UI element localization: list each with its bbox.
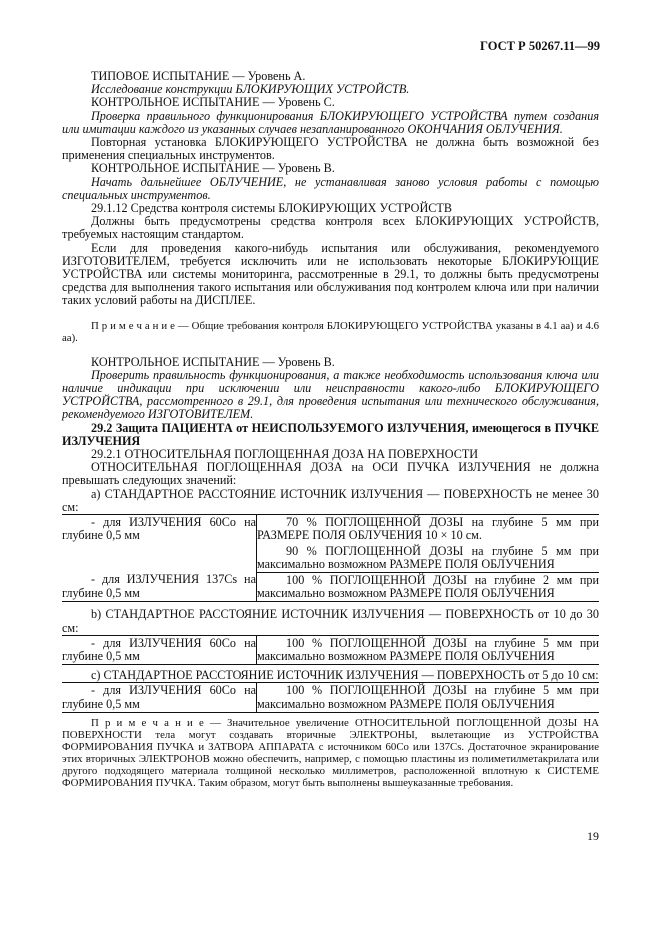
test-c-desc: Проверка правильного функционирования БЛОКИРУЮЩЕГО УСТРОЙСТВА путем создания или имитации каждого из указанных случаев незапланированного ОКОНЧАНИЯ ОБЛУЧЕНИЯ. <box>62 108 599 136</box>
table-a-row2-left: - для ИЗЛУЧЕНИЯ 137Cs на глубине 0,5 мм <box>62 572 257 601</box>
table-a-row2-right: 100 % ПОГЛОЩЕННОЙ ДОЗЫ на глубине 2 мм при максимально возможном РАЗМЕРЕ ПОЛЯ ОБЛУЧЕНИЯ <box>257 572 599 601</box>
bypass-paragraph: Если для проведения какого-нибудь испытания или обслуживания, рекомендуемого ИЗГОТОВИТЕЛЕМ, требуется исключить или не использовать некоторые БЛОКИРУЮЩИЕ УСТРОЙСТВА или системы мониторинга, рассмотренные в 29.1, то должны быть предусмотрены средства для выполнения такого испытания или обслуживания под контролем ключа или при наличии таких условий работы на ДИСПЛЕЕ. <box>62 240 599 308</box>
reset-paragraph: Повторная установка БЛОКИРУЮЩЕГО УСТРОЙСТВА не должна быть возможной без применения специальных инструментов. <box>62 135 599 163</box>
table-row <box>62 635 599 664</box>
table-row <box>62 572 599 601</box>
case-c-heading: с) СТАНДАРТНОЕ РАССТОЯНИЕ ИСТОЧНИК ИЗЛУЧЕНИЯ — ПОВЕРХНОСТЬ от 5 до 10 см: <box>91 668 599 683</box>
dose-requirement: ОТНОСИТЕЛЬНАЯ ПОГЛОЩЕННАЯ ДОЗА на ОСИ ПУЧКА ИЗЛУЧЕНИЯ не должна превышать следующих значений: <box>62 460 599 488</box>
table-c <box>62 682 599 712</box>
table-c-left: - для ИЗЛУЧЕНИЯ 60Co на глубине 0,5 мм <box>62 683 256 711</box>
table-a <box>62 514 599 602</box>
table-row <box>62 683 599 712</box>
note-2: П р и м е ч а н и е — Значительное увеличение ОТНОСИТЕЛЬНОЙ ПОГЛОЩЕННОЙ ДОЗЫ НА ПОВЕРХНОСТИ тела могут создавать вторичные ЭЛЕКТРОНЫ, вылетающие из УСТРОЙСТВА ФОРМИРОВАНИЯ ПУЧКА и ЗАТВОРА АППАРАТА с источником 60Co или 137Cs. Достаточное экранирование этих вторичных ЭЛЕКТРОНОВ можно обеспечить, например, с помощью пластины из полиметилметакрилата или другого подходящего материала толщиной несколько миллиметров, расположенной вплотную к СИСТЕМЕ ФОРМИРОВАНИЯ ПУЧКА. Таким образом, могут быть выполнены вышеуказанные требования. <box>62 716 599 789</box>
case-b-heading: b) СТАНДАРТНОЕ РАССТОЯНИЕ ИСТОЧНИК ИЗЛУЧЕНИЯ — ПОВЕРХНОСТЬ от 10 до 30 см: <box>62 607 599 635</box>
test-level-a: ТИПОВОЕ ИСПЫТАНИЕ — Уровень А. <box>91 69 306 83</box>
section-29-2-heading: 29.2 Защита ПАЦИЕНТА от НЕИСПОЛЬЗУЕМОГО ИЗЛУЧЕНИЯ, имеющегося в ПУЧКЕ ИЗЛУЧЕНИЯ <box>62 420 599 448</box>
table-b-left: - для ИЗЛУЧЕНИЯ 60Co на глубине 0,5 мм <box>62 635 256 663</box>
test-level-b-2: КОНТРОЛЬНОЕ ИСПЫТАНИЕ — Уровень В. <box>91 354 335 369</box>
test-a-desc: Исследование конструкции БЛОКИРУЮЩИХ УСТРОЙСТВ. <box>91 82 410 97</box>
table-row <box>62 515 599 544</box>
control-means-paragraph: Должны быть предусмотрены средства контроля всех БЛОКИРУЮЩИХ УСТРОЙСТВ, требуемых настоящим стандартом. <box>62 214 599 242</box>
table-b <box>62 635 599 665</box>
document-code: ГОСТ Р 50267.11—99 <box>480 39 600 53</box>
section-29-2-1: 29.2.1 ОТНОСИТЕЛЬНАЯ ПОГЛОЩЕННАЯ ДОЗА НА ПОВЕРХНОСТИ <box>91 447 479 462</box>
table-a-row1-right1: 70 % ПОГЛОЩЕННОЙ ДОЗЫ на глубине 5 мм при РАЗМЕРЕ ПОЛЯ ОБЛУЧЕНИЯ 10 × 10 см. <box>257 515 599 543</box>
test-b-2-desc: Проверить правильность функционирования, а также необходимость использования ключа или наличие индикации при исключении или неисправности какого-либо БЛОКИРУЮЩЕГО УСТРОЙСТВА, рассмотренного в 29.1, для проведения испытания или технического обслуживания, рекомендуемого ИЗГОТОВИТЕЛЕМ. <box>62 367 599 422</box>
test-level-b: КОНТРОЛЬНОЕ ИСПЫТАНИЕ — Уровень В. <box>91 161 335 176</box>
case-a-heading: а) СТАНДАРТНОЕ РАССТОЯНИЕ ИСТОЧНИК ИЗЛУЧЕНИЯ — ПОВЕРХНОСТЬ не менее 30 см: <box>62 486 599 514</box>
section-29-1-12: 29.1.12 Средства контроля системы БЛОКИРУЮЩИХ УСТРОЙСТВ <box>91 201 452 216</box>
test-b-desc: Начать дальнейшее ОБЛУЧЕНИЕ, не устанавливая заново условия работы с помощью специальных инструментов. <box>62 174 599 202</box>
page-body <box>62 70 599 789</box>
table-c-right: 100 % ПОГЛОЩЕННОЙ ДОЗЫ на глубине 5 мм при максимально возможном РАЗМЕРЕ ПОЛЯ ОБЛУЧЕНИЯ <box>257 683 599 711</box>
page-number: 19 <box>587 829 599 843</box>
table-b-right: 100 % ПОГЛОЩЕННОЙ ДОЗЫ на глубине 5 мм при максимально возможном РАЗМЕРЕ ПОЛЯ ОБЛУЧЕНИЯ <box>257 635 599 663</box>
test-level-c: КОНТРОЛЬНОЕ ИСПЫТАНИЕ — Уровень С. <box>91 95 335 110</box>
table-a-row1-right2: 90 % ПОГЛОЩЕННОЙ ДОЗЫ на глубине 5 мм при максимально возможном РАЗМЕРЕ ПОЛЯ ОБЛУЧЕНИЯ <box>257 543 599 571</box>
table-a-row1-left: - для ИЗЛУЧЕНИЯ 60Co на глубине 0,5 мм <box>62 515 257 573</box>
note-1: П р и м е ч а н и е — Общие требования контроля БЛОКИРУЮЩЕГО УСТРОЙСТВА указаны в 4.1 аа) и 4.6 аа). <box>62 319 599 344</box>
